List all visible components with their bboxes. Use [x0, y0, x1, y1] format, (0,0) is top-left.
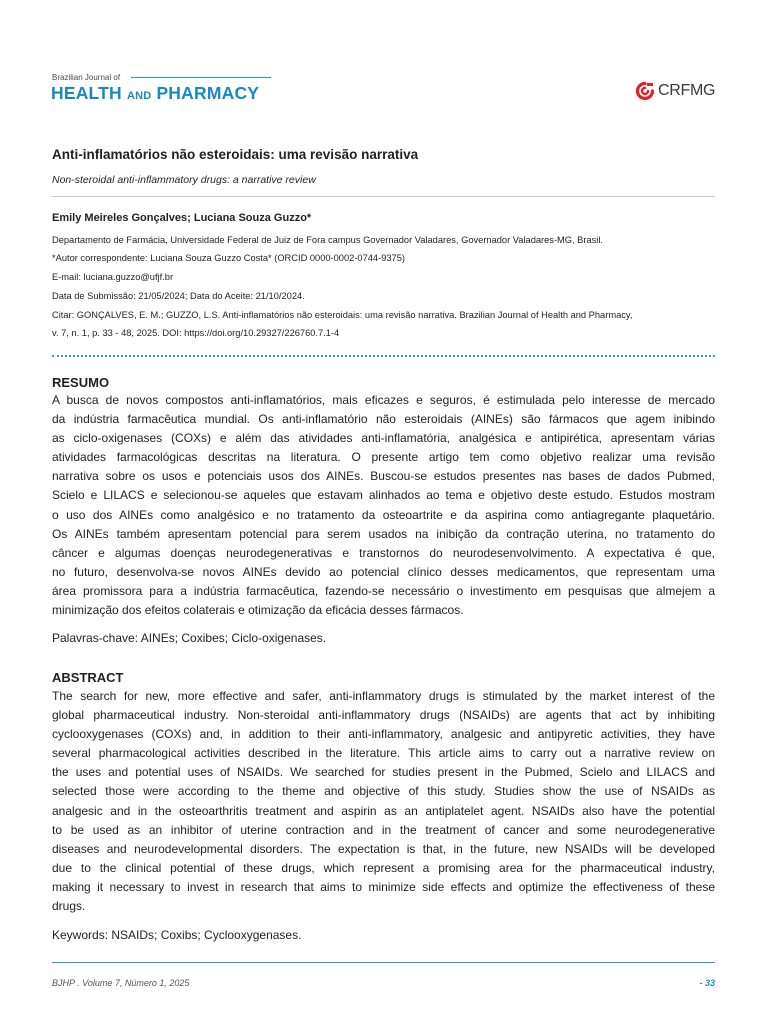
- footer-journal-info: BJHP . Volume 7, Número 1, 2025: [52, 978, 190, 988]
- abstract-line: the uses and potential uses of NSAIDs. We searched for studies present in the Pubmed, Scielo and LILACS and: [52, 765, 715, 780]
- article-authors: Emily Meireles Gonçalves; Luciana Souza Guzzo*: [52, 212, 312, 224]
- crfmg-logo-icon: [635, 81, 655, 101]
- corresponding-author: *Autor correspondente: Luciana Souza Guzzo Costa* (ORCID 0000-0002-0744-9375): [52, 253, 405, 263]
- article-subtitle: Non-steroidal anti-inflammatory drugs: a narrative review: [52, 174, 316, 186]
- article-title: Anti-inflamatórios não esteroidais: uma revisão narrativa: [52, 147, 419, 162]
- resumo-line: área promissora para a indústria farmacêutica, fazendo-se necessário o investimento em pesquisas que almejem a: [52, 583, 715, 598]
- resumo-line: as ciclo-oxigenases (COXs) e além das atividades anti-inflamatória, analgésica e antipirética, apresentam várias: [52, 431, 715, 446]
- abstract-line: diseases and neurodevelopmental disorders. The expectation is that, in the future, new NSAIDs will be developed: [52, 841, 715, 856]
- resumo-paragraph: [52, 391, 715, 620]
- abstract-line: due to the clinical potential of these drugs, which represent a promising area for the pharmaceutical industry,: [52, 860, 715, 875]
- abstract-paragraph: [52, 687, 715, 916]
- abstract-line: to be used as an inhibitor of uterine contraction and in the treatment of cancer and some neurodegenerative: [52, 822, 715, 837]
- author-affiliation: Departamento de Farmácia, Universidade Federal de Juiz de Fora campus Governador Valadares, Governador Valadares-MG, Brasil.: [52, 235, 604, 245]
- resumo-line: câncer e algumas doenças neurodegenerativas e transtornos do neurodesenvolvimento. A expectativa é que,: [52, 545, 715, 560]
- resumo-line: Os AINEs também apresentam potencial para serem usados na inibição da contração uterina, no tratamento do: [52, 526, 715, 541]
- abstract-line: cyclooxygenases (COXs) and, in addition to their anti-inflammatory, analgesic and antipyretic activities, they have: [52, 727, 715, 742]
- resumo-keywords: Palavras-chave: AINEs; Coxibes; Ciclo-oxigenases.: [52, 631, 327, 645]
- abstract-line: making it necessary to invest in research that aims to minimize side effects and optimize the effectiveness of these: [52, 879, 715, 894]
- resumo-line: no futuro, desenvolva-se novos AINEs devido ao potencial clínico desses medicamentos, que representam uma: [52, 564, 715, 579]
- resumo-line: narrativa sobre os usos e potenciais usos dos AINEs. Buscou-se estudos presentes nas bases de dados Pubmed,: [52, 469, 715, 484]
- title-divider: [52, 196, 715, 197]
- journal-word-pharmacy: PHARMACY: [156, 83, 260, 103]
- resumo-heading: RESUMO: [52, 375, 110, 390]
- journal-header-rule: [131, 77, 271, 78]
- publisher-logo-text: CRFMG: [658, 82, 716, 99]
- abstract-line: global pharmaceutical industry. Non-steroidal anti-inflammatory drugs (NSAIDs) are agents that act by inhibiting: [52, 708, 715, 723]
- abstract-line: The search for new, more effective and safer, anti-inflammatory drugs is stimulated by the market interest of the: [52, 689, 715, 703]
- resumo-line: atividades farmacológicas descritas na literatura. O presente artigo tem como objetivo realizar uma revisão: [52, 450, 715, 465]
- abstract-line: several pharmacological activities described in the literature. This article aims to carry out a narrative review on: [52, 746, 715, 761]
- citation-line-2: v. 7, n. 1, p. 33 - 48, 2025. DOI: https://doi.org/10.29327/226760.7.1-4: [52, 328, 340, 338]
- abstract-line: selected those were according to the theme and objective of this study. Studies show the use of NSAIDs as: [52, 784, 715, 799]
- footer-rule: [52, 962, 715, 963]
- resumo-line: Scielo e LILACS e selecionou-se aqueles que estavam alinhados ao tema e objetivo deste estudo. Estudos mostram: [52, 488, 715, 503]
- abstract-heading: ABSTRACT: [52, 670, 124, 685]
- abstract-line: drugs.: [52, 899, 86, 914]
- page-number: - 33: [699, 978, 715, 988]
- journal-word-and: AND: [126, 90, 152, 102]
- resumo-line: minimização dos efeitos colaterais e otimização da eficácia desses fármacos.: [52, 603, 464, 618]
- abstract-keywords: Keywords: NSAIDs; Coxibs; Cyclooxygenases.: [52, 928, 302, 942]
- citation-line-1: Citar: GONÇALVES, E. M.; GUZZO, L.S. Anti-inflamatórios não esteroidais: uma revisão narrativa. Brazilian Journal of Health and Pharmacy,: [52, 310, 633, 320]
- author-email: E-mail: luciana.guzzo@ufjf.br: [52, 272, 174, 282]
- resumo-line: o uso dos AINEs como analgésico e no tratamento da osteoartrite e da aspirina como antiagregante plaquetário.: [52, 507, 715, 522]
- journal-name-small: Brazilian Journal of: [52, 73, 121, 82]
- dotted-divider: [52, 355, 715, 357]
- publisher-logo: [635, 80, 715, 102]
- journal-word-health: HEALTH: [51, 83, 122, 103]
- abstract-line: analgesic and in the osteoarthritis treatment and aspirin as an antiplatelet agent. NSAIDs also have the potential: [52, 803, 715, 818]
- submission-dates: Data de Submissão: 21/05/2024; Data do Aceite: 21/10/2024.: [52, 291, 305, 301]
- resumo-line: A busca de novos compostos anti-inflamatórios, mais eficazes e seguros, é estimulada pelo interesse de mercado: [52, 393, 715, 407]
- resumo-line: da indústria farmacêutica mundial. Os anti-inflamatório não esteroidais (AINEs) são fármacos que agem inibindo: [52, 412, 715, 427]
- journal-name-main: [51, 83, 259, 106]
